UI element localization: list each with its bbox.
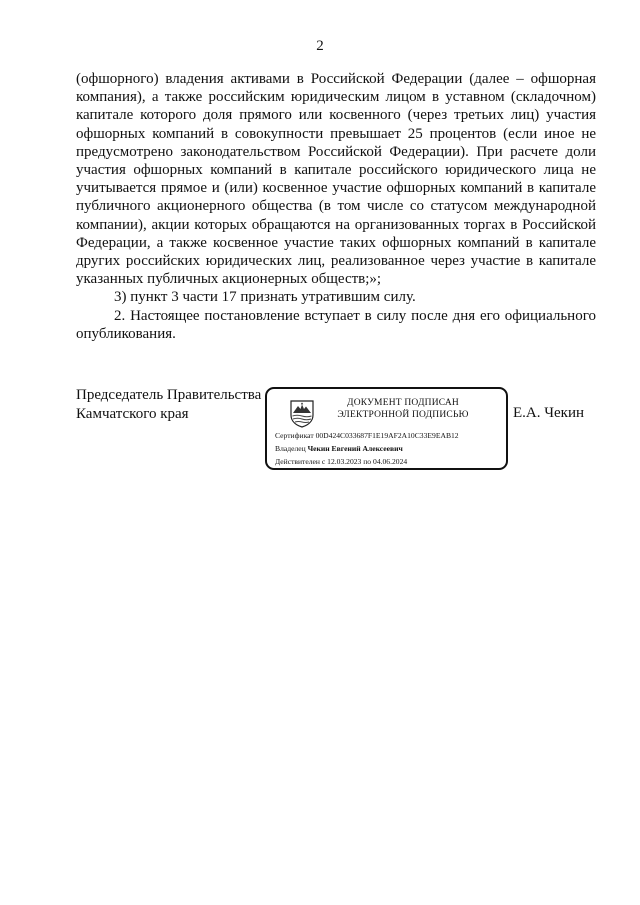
certificate-label: Сертификат [275,431,314,440]
valid-from: 12.03.2023 [327,457,362,466]
signer-title-line2: Камчатского края [76,405,189,422]
paragraph-entry-into-force: 2. Настоящее постановление вступает в силу после дня его официального опубликования. [76,307,596,342]
kamchatka-coat-of-arms-icon [289,398,315,428]
stamp-certificate-line [275,431,459,441]
stamp-heading [323,397,483,421]
valid-from-word: с [321,457,326,466]
certificate-value: 00D424C033687F1E19AF2A10C33E9EAB12 [315,431,459,440]
page-number: 2 [316,38,324,54]
valid-label: Действителен [275,457,320,466]
stamp-owner-line [275,444,403,454]
document-body [76,70,596,343]
paragraph-offshore-definition: (офшорного) владения активами в Российской Федерации (далее – офшорная компания), а также российским юридическим лицом в уставном (складочном) капитале которого доля прямого или косвенного (через третьих лиц) участия офшорных компаний в совокупности превышает 25 процентов (если иное не предусмотрено законодательством Российской Федерации). При расчете доли участия офшорных компаний в капитале российского юридического лица не учитывается прямое и (или) косвенное участие офшорных компаний в капитале публичного акционерного общества (в том числе со статусом международной компании), акции которых обращаются на организованных торгах в Российской Федерации, а также косвенное участие таких офшорных компаний в капитале других российских юридических лиц, реализованное через участие в капитале указанных публичных акционерных обществ;»; [76,71,596,288]
electronic-signature-stamp [265,387,508,470]
signer-title [76,386,261,423]
stamp-heading-line2: ЭЛЕКТРОННОЙ ПОДПИСЬЮ [337,410,469,420]
owner-value: Чекин Евгений Алексеевич [307,444,403,453]
valid-to-word: по [363,457,372,466]
valid-to: 04.06.2024 [373,457,408,466]
stamp-validity-line [275,457,407,467]
signer-title-line1: Председатель Правительства [76,387,262,403]
stamp-heading-line1: ДОКУМЕНТ ПОДПИСАН [347,398,459,408]
paragraph-item-3: 3) пункт 3 части 17 признать утратившим силу. [114,289,416,306]
signer-name: Е.А. Чекин [513,405,584,421]
owner-label: Владелец [275,444,306,453]
